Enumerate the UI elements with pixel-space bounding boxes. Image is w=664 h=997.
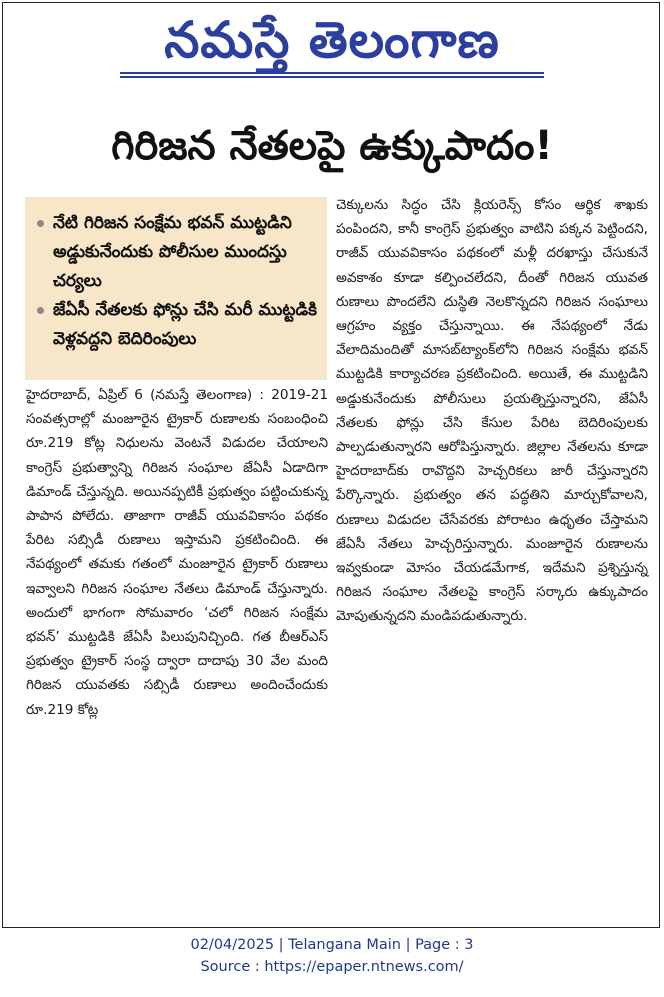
- bullet-icon: [37, 307, 44, 314]
- source-footer: [0, 934, 664, 978]
- article-body-right: చెక్కులను సిద్ధం చేసి క్లియరెన్స్ కోసం ఆర్థిక శాఖకు పంపిందని, కానీ కాంగ్రెస్ ప్రభుత్వం వాటిని పక్కన పెట్టిందని, రాజీవ్ యువవికాసం పథకంలో మళ్లీ దరఖాస్తు చేసుకునే అవకాశం కూడా కల్పించలేదని, దీంతో గిరిజన యువత రుణాలు పొందలేని దుస్థితి నెలకొన్నదని గిరిజన సంఘాలు ఆగ్రహం వ్యక్తం చేస్తున్నాయి. ఈ నేపథ్యంలో నేడు వేలాదిమందితో మాసబ్‌ట్యాంక్‌లోని గిరిజన సంక్షేమ భవన్ ముట్టడికి కార్యాచరణ ప్రకటించింది. అయితే, ఈ ముట్టడిని అడ్డుకునేందుకు పోలీసులు ప్రయత్నిస్తున్నారని, జేఏసీ నేతలకు ఫోన్లు చేసి కేసుల పేరిట బెదిరింపులకు పాల్పడుతున్నారని ఆరోపిస్తున్నారు. జిల్లాల నేతలను కూడా హైదరాబాద్‌కు రావొద్దని హెచ్చరికలు జారీ చేస్తున్నారని పేర్కొన్నారు. ప్రభుత్వం తన పద్ధతిని మార్చుకోవాలని, రుణాలు విడుదల చేసేవరకు పోరాటం ఉధృతం చేస్తామని జేఏసీ నేతలు హెచ్చరిస్తున్నారు. మంజూరైన రుణాలను ఇవ్వకుండా మోసం చేయడమేగాక, ఇదేమని ప్రశ్నిస్తున్న గిరిజన సంఘాల నేతలపై కాంగ్రెస్ సర్కారు ఉక్కుపాదం మోపుతున్నదని మండిపడుతున్నారు.: [336, 197, 648, 625]
- highlight-item: [37, 209, 319, 296]
- article-column-right: [336, 193, 648, 629]
- highlights-box: [25, 197, 327, 380]
- newspaper-masthead: నమస్తే తెలంగాణ: [164, 10, 500, 69]
- article-body-left: హైదరాబాద్, ఏప్రిల్ 6 (నమస్తే తెలంగాణ) : 2019-21 సంవత్సరాల్లో మంజూరైన ట్రైకార్ రుణాలకు సంబంధించి రూ.219 కోట్ల నిధులను వెంటనే విడుదల చేయాలని కాంగ్రెస్ ప్రభుత్వాన్ని గిరిజన సంఘాల జేఏసీ ఏడాదిగా డిమాండ్ చేస్తున్నది. అయినప్పటికీ ప్రభుత్వం పట్టించుకున్న పాపాన పోలేదు. తాజాగా రాజీవ్ యువవికాసం పథకం పేరిట సబ్సిడీ రుణాలు ఇస్తామని ప్రకటించింది. ఈ నేపథ్యంలో తమకు గతంలో మంజూరైన ట్రైకార్ రుణాలు ఇవ్వాలని గిరిజన సంఘాల నేతలు డిమాండ్ చేస్తున్నారు. అందులో భాగంగా సోమవారం ‘చలో గిరిజన సంక్షేమ భవన్’ ముట్టడికి జేఏసీ పిలుపునిచ్చింది. గత బీఆర్ఎస్ ప్రభుత్వం ట్రైకార్ సంస్థ ద్వారా దాదాపు 30 వేల మంది గిరిజన యువతకు సబ్సిడీ రుణాలు అందించేందుకు రూ.219 కోట్ల: [26, 387, 328, 718]
- highlight-text: జేఏసీ నేతలకు ఫోన్లు చేసి మరీ ముట్టడికి వెళ్లవద్దని బెదిరింపులు: [53, 300, 317, 349]
- article-headline: గిరిజన నేతలపై ఉక్కుపాదం!: [111, 123, 553, 169]
- bullet-icon: [37, 220, 44, 227]
- masthead-underline: [120, 72, 544, 78]
- highlight-text: నేటి గిరిజన సంక్షేమ భవన్ ముట్టడిని అడ్డుకునేందుకు పోలీసుల ముందస్తు చర్యలు: [53, 213, 292, 291]
- source-link[interactable]: Source : https://epaper.ntnews.com/: [200, 959, 464, 975]
- edition-info: 02/04/2025 | Telangana Main | Page : 3: [190, 937, 474, 953]
- article-column-left: [26, 383, 328, 722]
- highlight-item: [37, 296, 319, 354]
